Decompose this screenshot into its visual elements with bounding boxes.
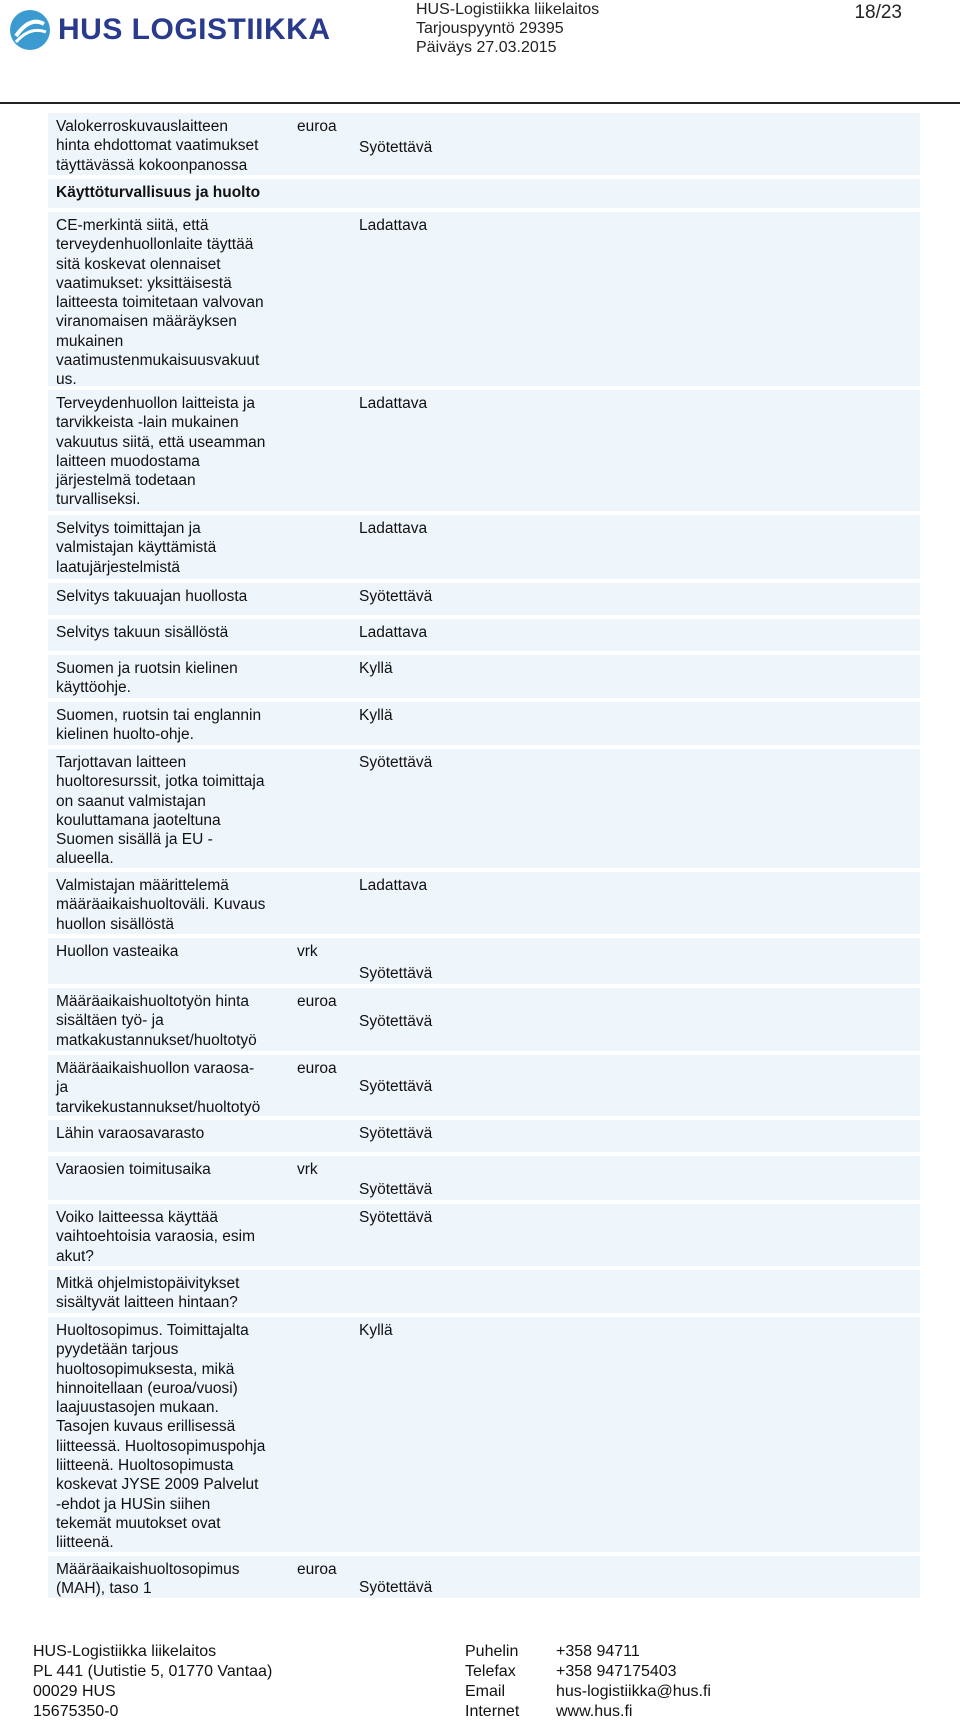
logo-text: HUS LOGISTIIKKA bbox=[58, 13, 331, 46]
requirement-text: Lähin varaosavarasto bbox=[56, 1125, 205, 1142]
footer-contact-labels bbox=[465, 1642, 519, 1722]
website-link[interactable]: www.hus.fi bbox=[556, 1703, 633, 1720]
fax-value: +358 947175403 bbox=[556, 1663, 677, 1680]
response-type-cell: Syötettävä bbox=[359, 139, 433, 156]
hus-logo-icon bbox=[8, 8, 52, 52]
table-row bbox=[48, 390, 920, 515]
hus-logo bbox=[8, 8, 331, 52]
requirement-text: Terveydenhuollon laitteista ja tarvikkeista -lain mukainen vakuutus siitä, että useamman laitteen muodostama järjestelmä todetaan turvalliseksi. bbox=[56, 395, 266, 509]
table-row bbox=[48, 179, 920, 212]
section-heading: Käyttöturvallisuus ja huolto bbox=[56, 184, 261, 201]
requirement-text: Määräaikaishuoltosopimus (MAH), taso 1 bbox=[56, 1561, 240, 1598]
page-header bbox=[0, 0, 960, 106]
requirements-table bbox=[48, 113, 920, 1602]
response-type-cell: Syötettävä bbox=[359, 754, 433, 771]
requirement-text: Tarjottavan laitteen huoltoresurssit, jotka toimittaja on saanut valmistajan kouluttamana jaoteltuna Suomen sisällä ja EU - alueella. bbox=[56, 754, 265, 868]
requirement-text: Mitkä ohjelmistopäivitykset sisältyvät laitteen hintaan? bbox=[56, 1275, 240, 1312]
requirement-text: Selvitys takuuajan huollosta bbox=[56, 588, 248, 605]
response-type-cell: Ladattava bbox=[359, 877, 428, 894]
requirement-text: Voiko laitteessa käyttää vaihtoehtoisia varaosia, esim akut? bbox=[56, 1209, 256, 1265]
footer-address bbox=[33, 1642, 272, 1722]
requirement-text: Selvitys takuun sisällöstä bbox=[56, 624, 229, 641]
response-type-cell: Syötettävä bbox=[359, 1209, 433, 1226]
tender-number: Tarjouspyyntö 29395 bbox=[416, 20, 564, 37]
response-type-cell: Syötettävä bbox=[359, 588, 433, 605]
email-label: Email bbox=[465, 1683, 506, 1700]
response-type-cell: Syötettävä bbox=[359, 1579, 433, 1596]
page-number: 18/23 bbox=[854, 2, 902, 23]
response-type-cell: Ladattava bbox=[359, 395, 428, 412]
table-row bbox=[48, 1156, 920, 1204]
requirement-text: Valmistajan määrittelemä määräaikaishuoltoväli. Kuvaus huollon sisällöstä bbox=[56, 877, 266, 933]
table-row bbox=[48, 655, 920, 702]
table-row bbox=[48, 938, 920, 988]
table-row bbox=[48, 702, 920, 749]
requirement-text: Määräaikaishuollon varaosa- ja tarvikekustannukset/huoltotyö bbox=[56, 1060, 261, 1116]
response-type-cell: Syötettävä bbox=[359, 1125, 433, 1142]
header-divider bbox=[0, 102, 960, 104]
requirement-text: Varaosien toimitusaika bbox=[56, 1161, 211, 1178]
footer-contact-values bbox=[556, 1642, 711, 1722]
table-row bbox=[48, 583, 920, 619]
response-type-cell: Kyllä bbox=[359, 1322, 393, 1339]
table-row bbox=[48, 1270, 920, 1317]
table-row bbox=[48, 1317, 920, 1556]
response-type-cell: Kyllä bbox=[359, 660, 393, 677]
response-type-cell: Syötettävä bbox=[359, 1181, 433, 1198]
response-type-cell: Ladattava bbox=[359, 217, 428, 234]
table-row bbox=[48, 1120, 920, 1156]
requirement-text: Suomen ja ruotsin kielinen käyttöohje. bbox=[56, 660, 238, 697]
footer-business-id: 15675350-0 bbox=[33, 1703, 119, 1720]
table-row bbox=[48, 749, 920, 872]
page-footer bbox=[0, 1638, 960, 1718]
document-info bbox=[416, 0, 599, 57]
table-row bbox=[48, 515, 920, 583]
footer-company: HUS-Logistiikka liikelaitos bbox=[33, 1643, 217, 1660]
requirement-text: Huoltosopimus. Toimittajalta pyydetään tarjous huoltosopimuksesta, mikä hinnoitellaan (euroa/vuosi) laajuustasojen mukaan. Tasojen kuvaus erillisessä liitteessä. Huoltosopimuspohja liitteenä. Huoltosopimusta koskevat JYSE 2009 Palvelut -ehdot ja HUSin siihen tekemät muutokset ovat liitteenä. bbox=[56, 1322, 266, 1552]
response-type-cell: Syötettävä bbox=[359, 1078, 433, 1095]
email-link[interactable]: hus-logistiikka@hus.fi bbox=[556, 1683, 711, 1700]
table-row bbox=[48, 212, 920, 390]
company-name: HUS-Logistiikka liikelaitos bbox=[416, 1, 600, 18]
table-row bbox=[48, 988, 920, 1055]
unit-cell: euroa bbox=[297, 118, 337, 135]
unit-cell: vrk bbox=[297, 943, 318, 960]
requirement-text: Suomen, ruotsin tai englannin kielinen huolto-ohje. bbox=[56, 707, 262, 744]
response-type-cell: Syötettävä bbox=[359, 965, 433, 982]
unit-cell: euroa bbox=[297, 993, 337, 1010]
footer-postal: 00029 HUS bbox=[33, 1683, 116, 1700]
unit-cell: euroa bbox=[297, 1060, 337, 1077]
table-row bbox=[48, 1055, 920, 1120]
response-type-cell: Kyllä bbox=[359, 707, 393, 724]
requirement-text: Valokerroskuvauslaitteen hinta ehdottomat vaatimukset täyttävässä kokoonpanossa bbox=[56, 118, 259, 174]
unit-cell: vrk bbox=[297, 1161, 318, 1178]
requirement-text: Määräaikaishuoltotyön hinta sisältäen työ- ja matkakustannukset/huoltotyö bbox=[56, 993, 257, 1049]
internet-label: Internet bbox=[465, 1703, 520, 1720]
requirement-text: Selvitys toimittajan ja valmistajan käyttämistä laatujärjestelmistä bbox=[56, 520, 217, 576]
requirement-text: Huollon vasteaika bbox=[56, 943, 179, 960]
fax-label: Telefax bbox=[465, 1663, 516, 1680]
table-row bbox=[48, 1204, 920, 1270]
table-row bbox=[48, 872, 920, 938]
response-type-cell: Ladattava bbox=[359, 520, 428, 537]
phone-label: Puhelin bbox=[465, 1643, 519, 1660]
footer-street-address: PL 441 (Uutistie 5, 01770 Vantaa) bbox=[33, 1663, 273, 1680]
phone-value: +358 94711 bbox=[556, 1643, 640, 1660]
response-type-cell: Ladattava bbox=[359, 624, 428, 641]
requirement-text: CE-merkintä siitä, että terveydenhuollonlaite täyttää sitä koskevat olennaiset vaatimukset: yksittäisestä laitteesta toimitetaan valvovan viranomaisen määräyksen mukainen vaatimustenmukaisuusvakuut us. bbox=[56, 217, 264, 389]
table-row bbox=[48, 619, 920, 655]
table-row bbox=[48, 113, 920, 179]
document-date: Päiväys 27.03.2015 bbox=[416, 39, 557, 56]
unit-cell: euroa bbox=[297, 1561, 337, 1578]
response-type-cell: Syötettävä bbox=[359, 1013, 433, 1030]
table-row bbox=[48, 1556, 920, 1602]
